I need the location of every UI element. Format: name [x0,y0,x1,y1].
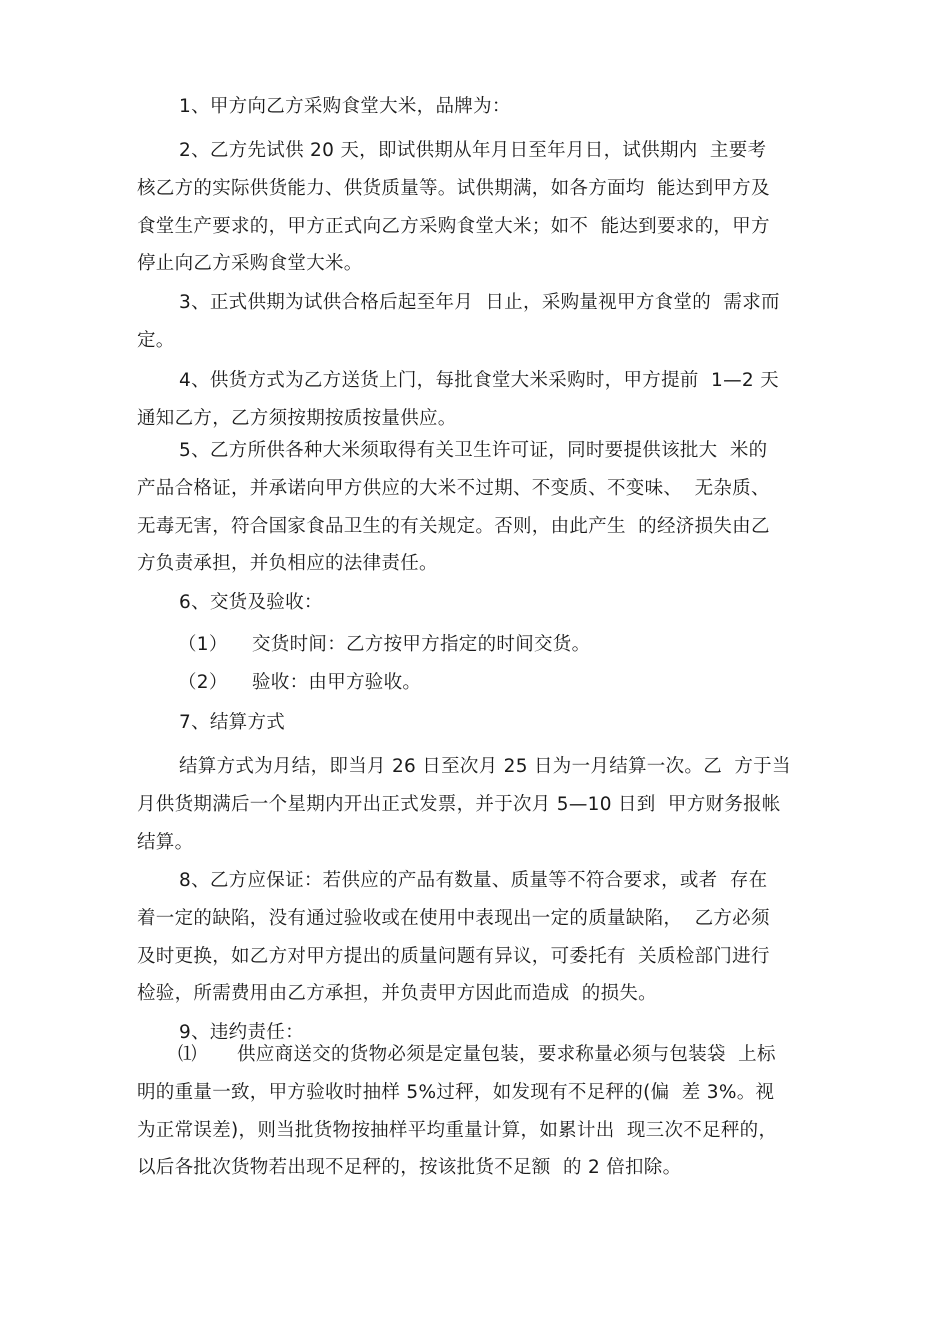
sub-item-number: ⑴ [178,1044,197,1065]
clause-9-item [137,1036,827,1187]
clause-3 [137,284,827,360]
clause-4-line: 4、供货方式为乙方送货上门，每批食堂大米采购时，甲方提前 1—2 天 [179,370,779,391]
clause-2-line: 停止向乙方采购食堂大米。 [137,253,363,275]
clause-5-line: 产品合格证，并承诺向甲方供应的大米不过期、不变质、不变味、 无杂质、 [137,477,770,499]
clause-1 [137,88,827,126]
clause-4-line: 通知乙方，乙方须按期按质按量供应。 [137,407,457,429]
clause-9-line: 9、违约责任： [179,1022,304,1043]
clause-9-item-line: 以后各批次货物若出现不足秤的，按该批货不足额 的 2 倍扣除。 [137,1157,682,1179]
clause-1-line: 1、甲方向乙方采购食堂大米，品牌为： [179,96,511,117]
sub-item-text: 验收：由甲方验收。 [252,672,422,693]
clause-2-line: 食堂生产要求的，甲方正式向乙方采购食堂大米；如不 能达到要求的，甲方 [137,215,770,237]
clause-5 [137,432,827,583]
clause-2-line: 核乙方的实际供货能力、供货质量等。试供期满，如各方面均 能达到甲方及 [137,177,770,199]
clause-3-line: 定。 [137,329,175,351]
clause-5-line: 方负责承担，并负相应的法律责任。 [137,553,438,575]
clause-8-line: 检验，所需费用由乙方承担，并负责甲方因此而造成 的损失。 [137,983,657,1005]
sub-item-text: 交货时间：乙方按甲方指定的时间交货。 [252,634,591,655]
sub-item-number: （1） [178,634,228,655]
clause-5-line: 5、乙方所供各种大米须取得有关卫生许可证，同时要提供该批大 米的 [179,440,768,461]
clause-4 [137,362,827,438]
clause-8-line: 及时更换，如乙方对甲方提出的质量问题有异议，可委托有 关质检部门进行 [137,945,770,967]
clause-2 [137,132,827,283]
clause-8-line: 8、乙方应保证：若供应的产品有数量、质量等不符合要求，或者 存在 [179,870,768,891]
clause-6 [137,584,827,622]
sub-item-number: （2） [178,672,228,693]
clause-2-line: 2、乙方先试供 20 天，即试供期从年月日至年月日，试供期内 主要考 [179,140,767,161]
clause-9-item-line: 供应商送交的货物必须是定量包装，要求称量必须与包装袋 上标 [237,1044,776,1065]
clause-7-body [137,748,827,861]
clause-7 [137,704,827,742]
clause-9-item-line: 明的重量一致，甲方验收时抽样 5%过秤，如发现有不足秤的(偏 差 3%。视 [137,1081,775,1103]
clause-6-line: 6、交货及验收： [179,592,323,613]
clause-8-line: 着一定的缺陷，没有通过验收或在使用中表现出一定的质量缺陷， 乙方必须 [137,907,770,929]
clause-9-item-line: 为正常误差)，则当批货物按抽样平均重量计算，如累计出 现三次不足秤的， [137,1119,778,1141]
clause-5-line: 无毒无害，符合国家食品卫生的有关规定。否则，由此产生 的经济损失由乙 [137,515,770,537]
clause-7-body-line: 结算方式为月结，即当月 26 日至次月 25 日为一月结算一次。乙 方于当 [179,756,791,777]
clause-7-body-line: 月供货期满后一个星期内开出正式发票，并于次月 5—10 日到 甲方财务报帐 [137,793,781,815]
clause-3-line: 3、正式供期为试供合格后起至年月 日止，采购量视甲方食堂的 需求而 [179,292,780,313]
clause-7-line: 7、结算方式 [179,712,286,733]
clause-7-body-line: 结算。 [137,831,194,853]
clause-8 [137,862,827,1013]
